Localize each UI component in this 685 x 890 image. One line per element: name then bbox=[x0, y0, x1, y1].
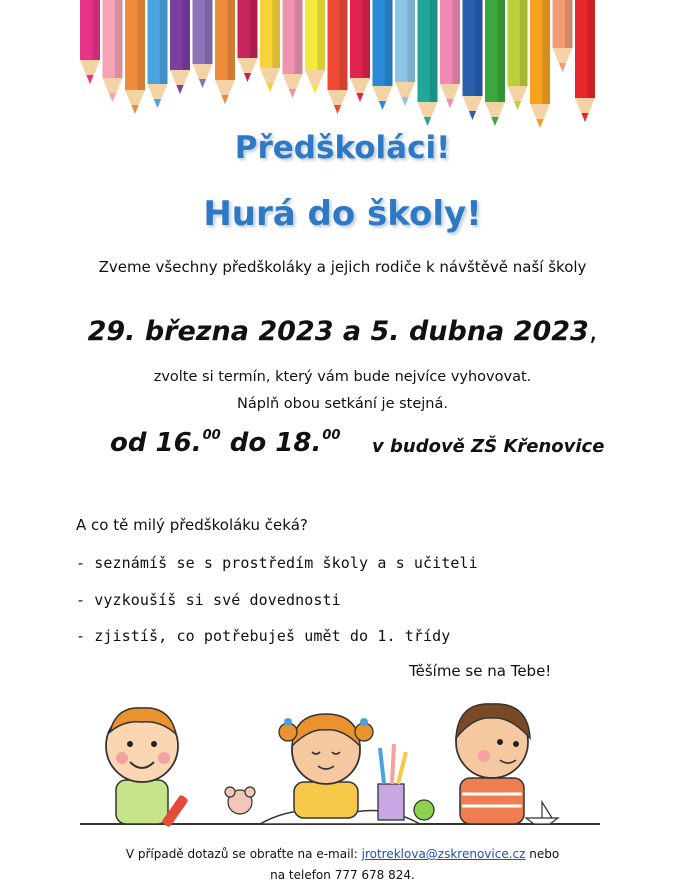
same-content-text: Náplň obou setkání je stejná. bbox=[237, 396, 448, 412]
event-dates-comma: , bbox=[588, 316, 598, 347]
pencil bbox=[373, 0, 393, 110]
contact-suffix: nebo bbox=[525, 847, 560, 861]
time-from: od 16. bbox=[110, 428, 202, 458]
pencil bbox=[80, 0, 100, 84]
event-dates bbox=[0, 316, 685, 347]
pencil bbox=[148, 0, 168, 108]
pencil bbox=[350, 0, 370, 102]
pencil bbox=[575, 0, 595, 122]
event-place: v budově ZŠ Křenovice bbox=[372, 436, 605, 457]
program-item: - zjistíš, co potřebuješ umět do 1. třídy bbox=[76, 627, 451, 645]
pencil bbox=[215, 0, 235, 104]
pencil bbox=[418, 0, 438, 126]
contact-line bbox=[0, 847, 685, 861]
pencil bbox=[463, 0, 483, 120]
teddy-bear bbox=[225, 787, 255, 814]
pencil bbox=[103, 0, 123, 102]
pencil bbox=[530, 0, 550, 128]
time-to: do 18. bbox=[220, 428, 322, 458]
pencil bbox=[508, 0, 528, 110]
colored-pencils-decoration bbox=[0, 0, 685, 140]
pencil bbox=[193, 0, 213, 88]
pencil bbox=[305, 0, 325, 94]
children-reading-illustration bbox=[80, 698, 600, 838]
event-time bbox=[110, 428, 340, 458]
time-to-minutes: 00 bbox=[322, 428, 341, 443]
pencil bbox=[238, 0, 258, 82]
choose-term-text: zvolte si termín, který vám bude nejvíce vyhovovat. bbox=[153, 369, 532, 385]
pencil bbox=[283, 0, 303, 98]
contact-prefix: V případě dotazů se obraťte na e-mail: bbox=[125, 847, 362, 861]
time-from-minutes: 00 bbox=[202, 428, 221, 443]
boy-left bbox=[106, 708, 189, 828]
invitation-intro: Zveme všechny předškoláky a jejich rodiče k návštěvě naší školy bbox=[98, 258, 587, 276]
pencil bbox=[485, 0, 505, 126]
pencil bbox=[328, 0, 348, 114]
closing-greeting: Těšíme se na Tebe! bbox=[409, 662, 552, 680]
girl-middle bbox=[279, 714, 373, 818]
pencil bbox=[395, 0, 415, 106]
title-hurray-to-school: Hurá do školy! bbox=[203, 194, 482, 234]
pencil bbox=[440, 0, 460, 108]
pencil bbox=[170, 0, 190, 94]
pencil bbox=[260, 0, 280, 92]
email-link[interactable]: jrotreklova@zskrenovice.cz bbox=[361, 847, 526, 861]
event-dates-text: 29. března 2023 a 5. dubna 2023 bbox=[87, 316, 589, 347]
pencil bbox=[553, 0, 573, 72]
pencil-cup bbox=[378, 744, 406, 820]
pencil bbox=[125, 0, 145, 114]
phone-line: na telefon 777 678 824. bbox=[270, 868, 415, 882]
title-preschoolers: Předškoláci! bbox=[234, 130, 451, 166]
program-item: - seznámíš se s prostředím školy a s učiteli bbox=[76, 554, 478, 572]
program-item: - vyzkoušíš si své dovednosti bbox=[76, 591, 341, 609]
boy-right bbox=[456, 704, 530, 824]
paper-boat bbox=[526, 802, 558, 824]
program-question: A co tě milý předškoláku čeká? bbox=[76, 516, 308, 534]
apple bbox=[414, 800, 434, 820]
